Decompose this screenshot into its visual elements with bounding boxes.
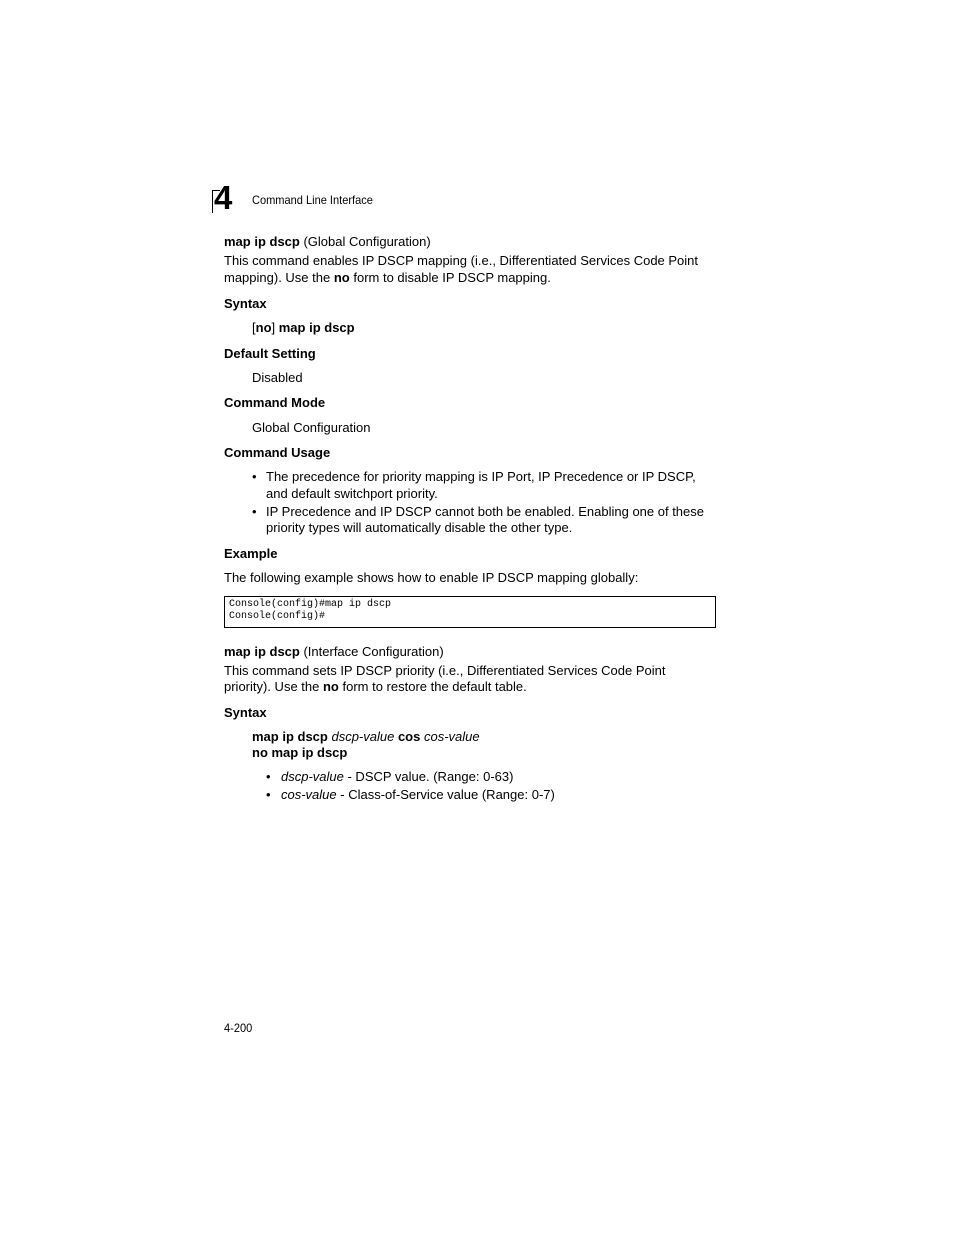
syntax-bracket-close: ] xyxy=(271,320,279,335)
syntax-cos-keyword: cos xyxy=(394,729,424,744)
section2-syntax-line2: no map ip dscp xyxy=(252,745,348,760)
code-line-2: Console(config)# xyxy=(229,611,326,622)
section1-description-line1: This command enables IP DSCP mapping (i.e., Differentiated Services Code Point xyxy=(224,253,699,268)
page-number: 4-200 xyxy=(224,1021,253,1035)
section1-title-command: map ip dscp xyxy=(224,234,300,249)
example-heading: Example xyxy=(224,546,278,561)
syntax-bracket-open: [ xyxy=(252,320,256,335)
syntax-dscp-value-param: dscp-value xyxy=(331,729,395,744)
section2-title-command: map ip dscp xyxy=(224,644,300,659)
chapter-marker xyxy=(212,179,238,216)
param-item-2 xyxy=(281,786,555,803)
syntax-command: map ip dscp xyxy=(278,320,355,335)
chapter-marker-vertical-rule xyxy=(212,190,213,213)
param-bullet-2-marker: • xyxy=(266,787,271,802)
section1-description-text-a: mapping). Use the xyxy=(224,270,334,285)
section1-description-no-keyword: no xyxy=(333,270,350,285)
usage-item-2-line2: priority types will automatically disable the other type. xyxy=(266,520,573,535)
section2-title-mode: (Interface Configuration) xyxy=(299,644,444,659)
section2-description-line1: This command sets IP DSCP priority (i.e., Differentiated Services Code Point xyxy=(224,663,666,678)
usage-bullet-1-marker: • xyxy=(252,469,257,484)
section2-syntax-heading: Syntax xyxy=(224,705,267,720)
command-mode-value: Global Configuration xyxy=(252,420,371,435)
section2-syntax-line1 xyxy=(252,728,480,745)
default-setting-value: Disabled xyxy=(252,370,303,385)
usage-item-1-line1: The precedence for priority mapping is IP Port, IP Precedence or IP DSCP, xyxy=(266,469,696,484)
syntax-no-keyword: no xyxy=(255,320,272,335)
section1-title xyxy=(224,234,431,250)
chapter-number: 4 xyxy=(214,179,233,216)
usage-bullet-2-marker: • xyxy=(252,504,257,519)
section1-syntax-heading: Syntax xyxy=(224,296,267,311)
section2-description-text-a: priority). Use the xyxy=(224,679,323,694)
command-usage-heading: Command Usage xyxy=(224,445,331,460)
command-mode-heading: Command Mode xyxy=(224,395,326,410)
default-setting-heading: Default Setting xyxy=(224,346,316,361)
param-2-name: cos-value xyxy=(281,787,337,802)
param-1-name: dscp-value xyxy=(281,769,344,784)
param-1-desc: - DSCP value. (Range: 0-63) xyxy=(343,769,514,784)
param-bullet-1-marker: • xyxy=(266,769,271,784)
code-line-1: Console(config)#map ip dscp xyxy=(229,599,392,610)
param-item-1 xyxy=(281,768,513,785)
chapter-title: Command Line Interface xyxy=(252,193,373,207)
section2-description-text-c: form to restore the default table. xyxy=(338,679,527,694)
example-description: The following example shows how to enable IP DSCP mapping globally: xyxy=(224,570,639,585)
section2-title xyxy=(224,644,444,660)
section2-description-no-keyword: no xyxy=(322,679,339,694)
syntax-cos-value-param: cos-value xyxy=(423,729,480,744)
section1-description-text-c: form to disable IP DSCP mapping. xyxy=(349,270,551,285)
usage-item-1-line2: and default switchport priority. xyxy=(266,486,438,501)
code-example-box xyxy=(224,596,716,628)
usage-item-2-line1: IP Precedence and IP DSCP cannot both be enabled. Enabling one of these xyxy=(266,504,704,519)
section1-syntax-line xyxy=(252,319,355,336)
section1-title-mode: (Global Configuration) xyxy=(299,234,431,249)
section2-description-line2 xyxy=(224,678,527,695)
param-2-desc: - Class-of-Service value (Range: 0-7) xyxy=(336,787,555,802)
syntax-map-ip-dscp: map ip dscp xyxy=(252,729,332,744)
section1-description-line2 xyxy=(224,269,551,286)
